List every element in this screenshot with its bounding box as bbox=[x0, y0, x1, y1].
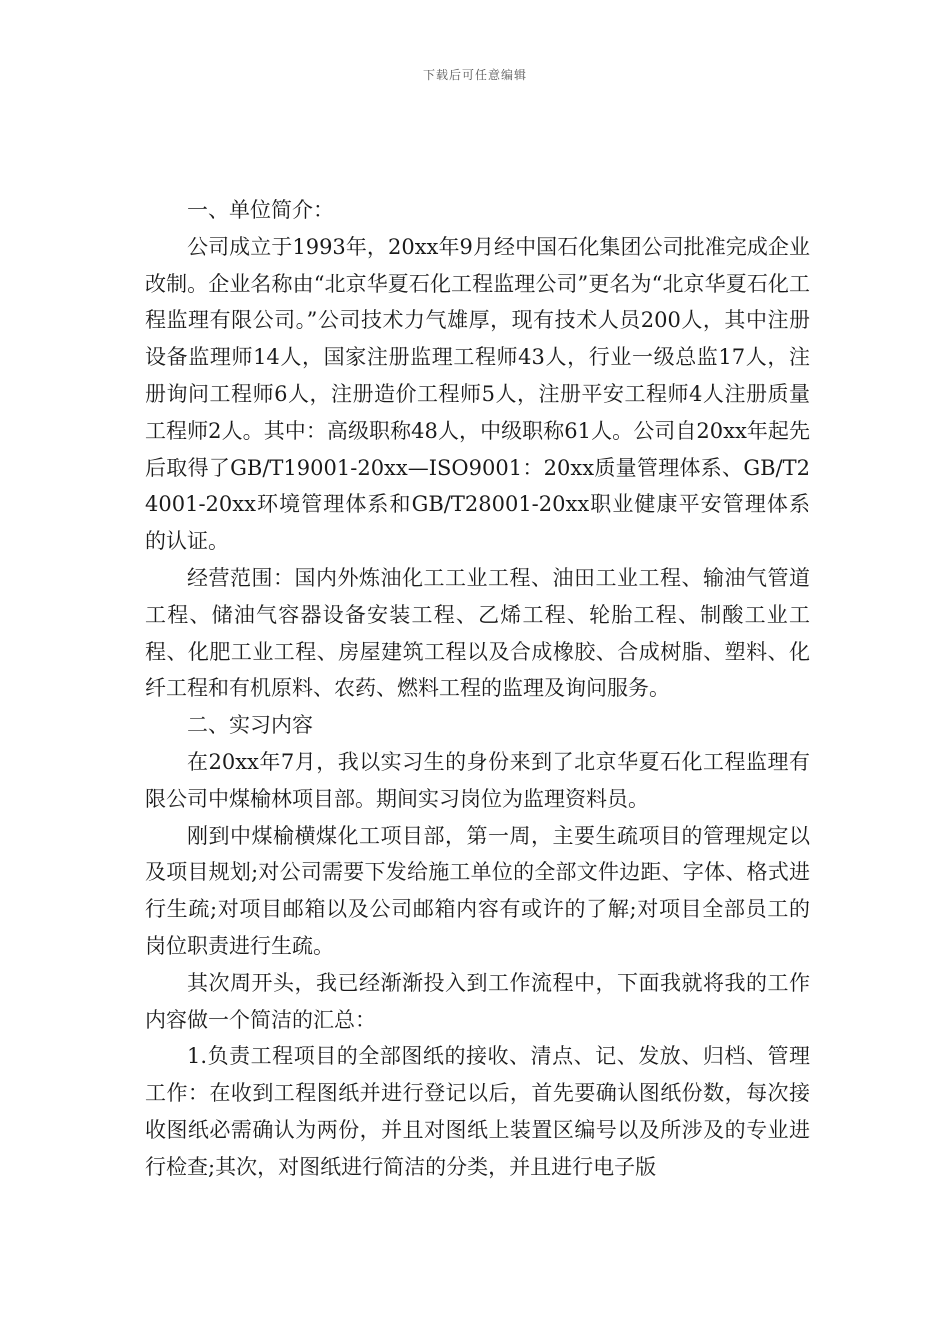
paragraph-drawing-management: 1.负责工程项目的全部图纸的接收、清点、记、发放、归档、管理工作：在收到工程图纸并进行登记以后，首先要确认图纸份数，每次接收图纸必需确认为两份，并且对图纸上装置区编号以及所涉及的专业进行检查;其次，对图纸进行简洁的分类，并且进行电子版 bbox=[145, 1044, 810, 1179]
paragraph-first-week: 刚到中煤榆横煤化工项目部，第一周，主要生疏项目的管理规定以及项目规划;对公司需要下发给施工单位的全部文件边距、字体、格式进行生疏;对项目邮箱以及公司邮箱内容有或许的了解;对项目全部员工的岗位职责进行生疏。 bbox=[145, 823, 810, 958]
page-header-note: 下载后可任意编辑 bbox=[422, 68, 527, 82]
document-body bbox=[145, 192, 810, 1186]
section-heading-company-intro: 一、单位简介： bbox=[187, 198, 334, 222]
paragraph-company-background: 公司成立于1993年，20xx年9月经中国石化集团公司批准完成企业改制。企业名称由“北京华夏石化工程监理公司”更名为“北京华夏石化工程监理有限公司。”公司技术力气雄厚，现有技术人员200人，其中注册设备监理师14人，国家注册监理工程师43人，行业一级总监17人，注册询问工程师6人，注册造价工程师5人，注册平安工程师4人注册质量工程师2人。其中：高级职称48人，中级职称61人。公司自20xx年起先后取得了GB/T19001-20xx—ISO9001：20xx质量管理体系、GB/T24001-20xx环境管理体系和GB/T28001-20xx职业健康平安管理体系的认证。 bbox=[145, 234, 810, 554]
section-heading-internship-content: 二、实习内容 bbox=[187, 713, 313, 738]
paragraph-business-scope: 经营范围：国内外炼油化工工业工程、油田工业工程、输油气管道工程、储油气容器设备安装工程、乙烯工程、轮胎工程、制酸工业工程、化肥工业工程、房屋建筑工程以及合成橡胶、合成树脂、塑料、化纤工程和有机原料、农药、燃料工程的监理及询问服务。 bbox=[145, 565, 810, 701]
paragraph-internship-start: 在20xx年7月，我以实习生的身份来到了北京华夏石化工程监理有限公司中煤榆林项目部。期间实习岗位为监理资料员。 bbox=[145, 749, 810, 811]
paragraph-second-week: 其次周开头，我已经渐渐投入到工作流程中，下面我就将我的工作内容做一个简洁的汇总： bbox=[145, 970, 810, 1032]
